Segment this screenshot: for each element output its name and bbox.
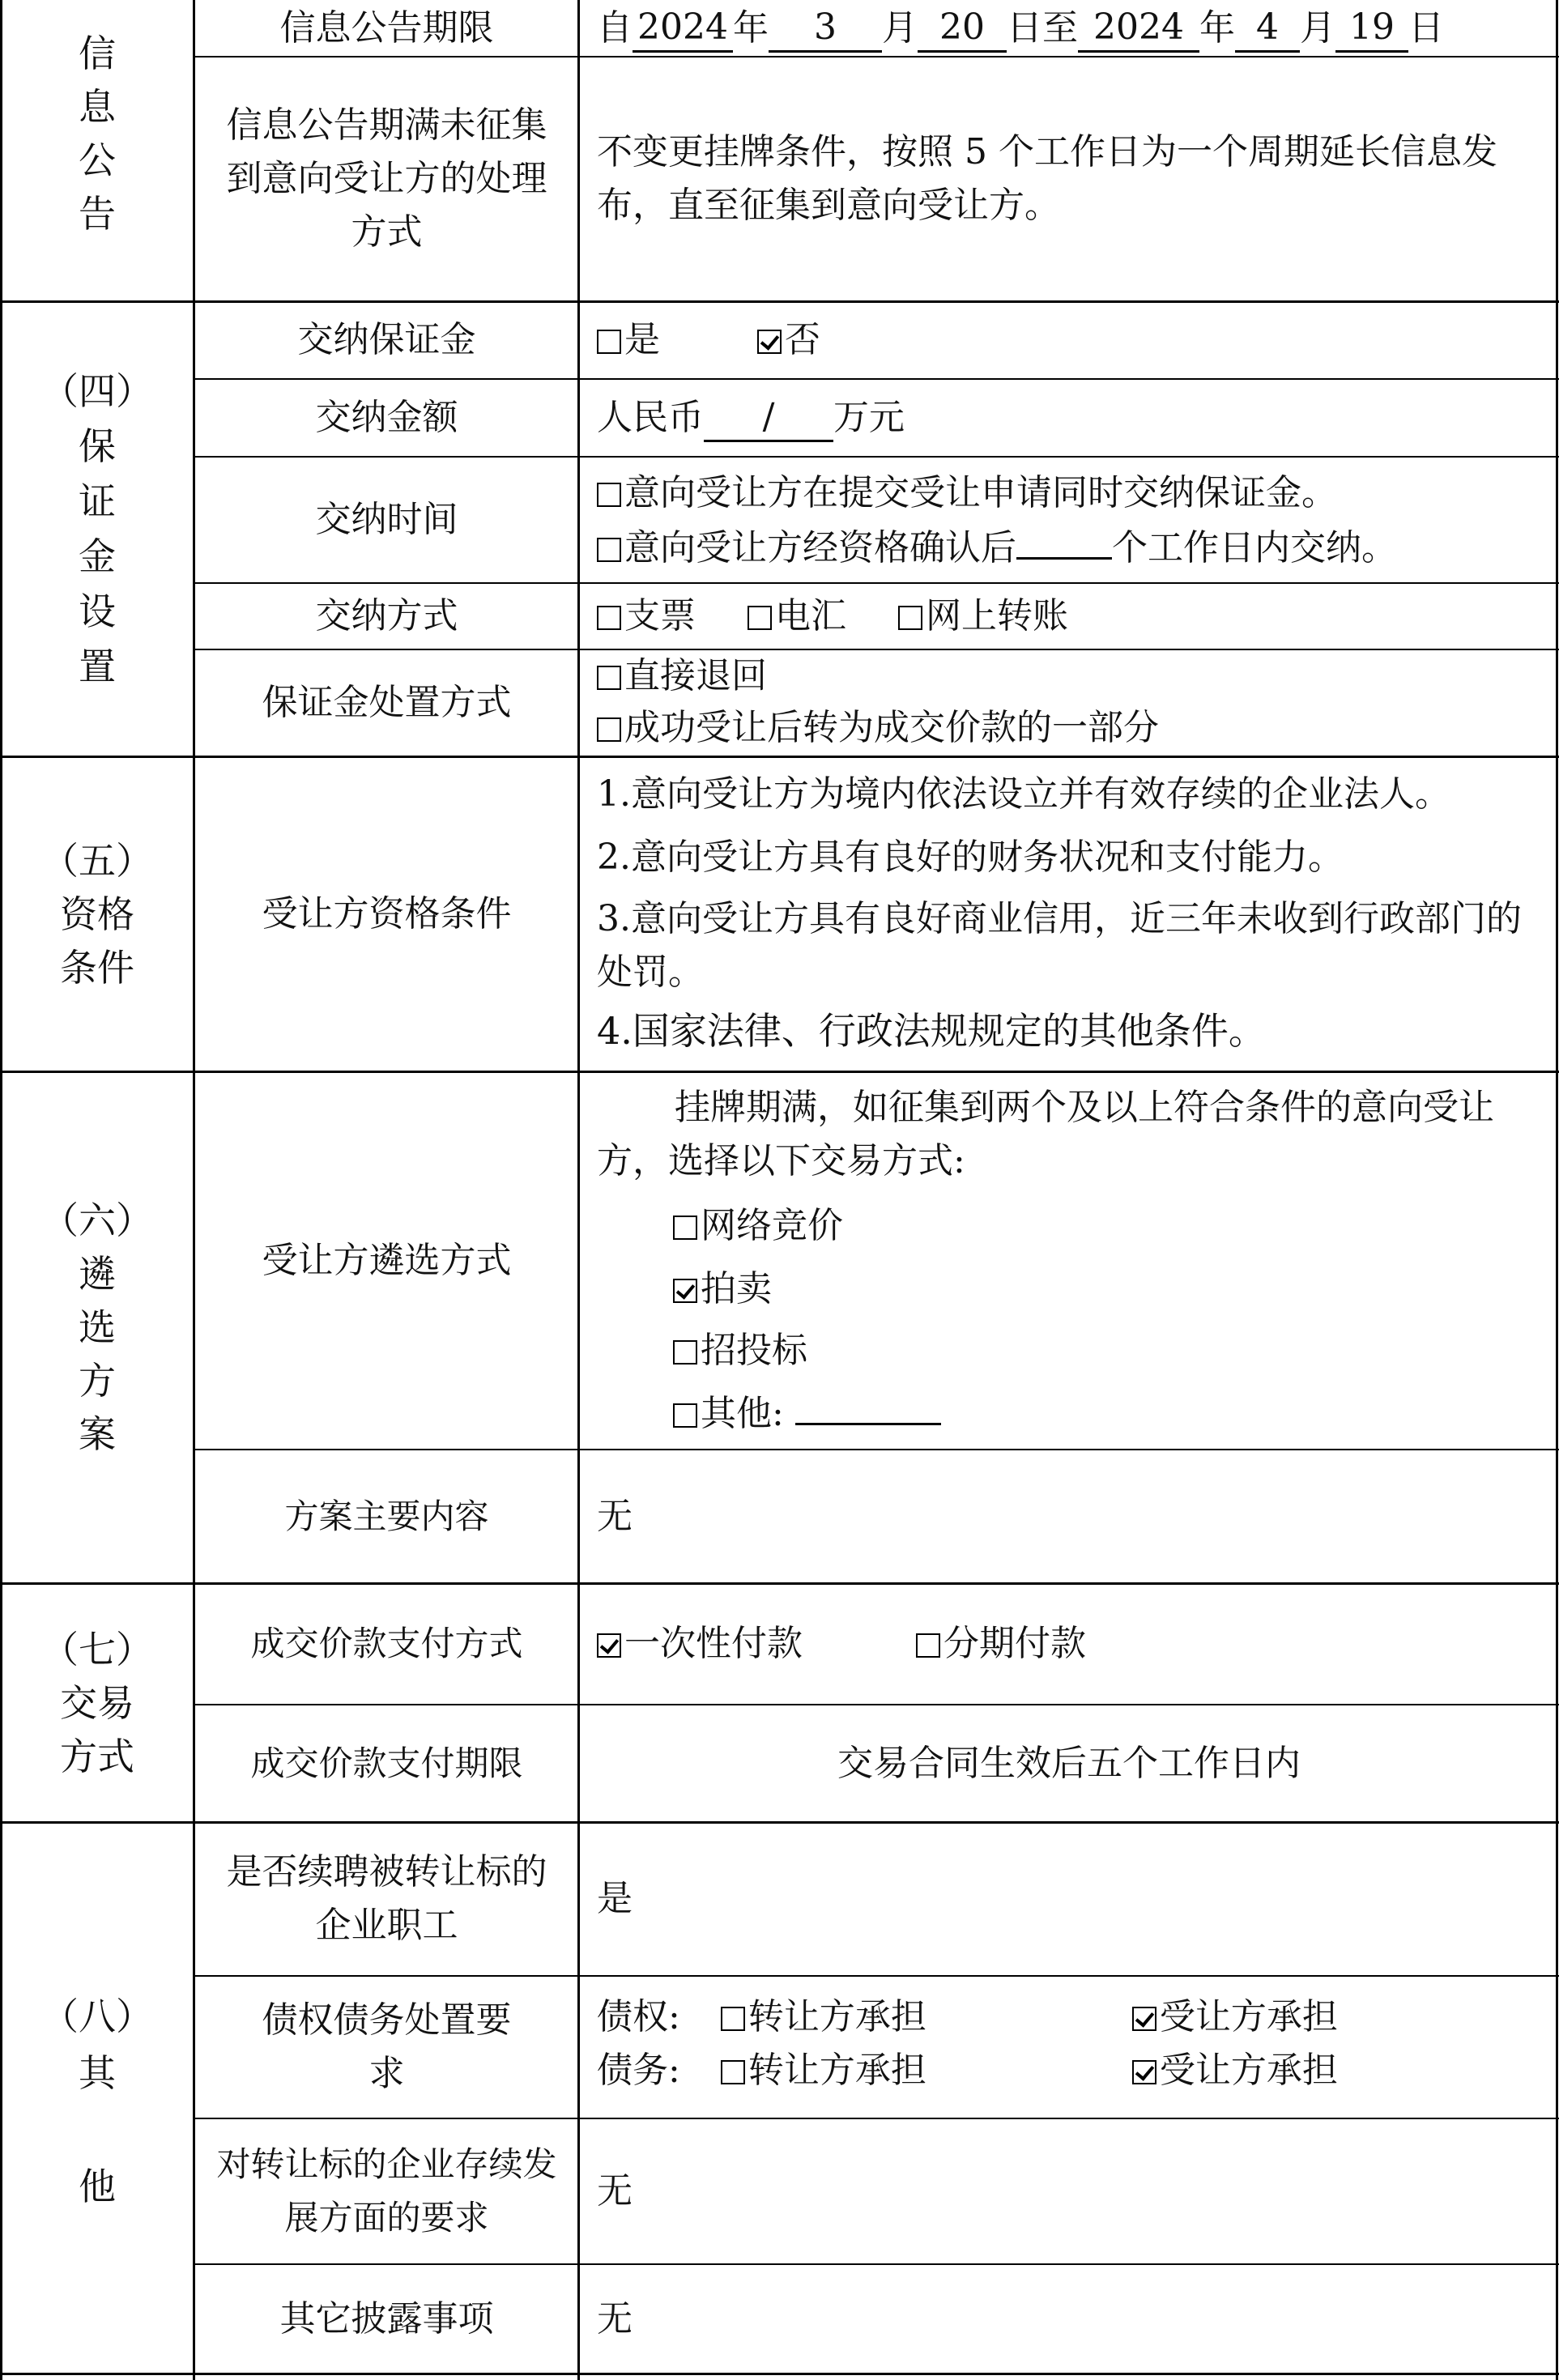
dispose-options: [579, 649, 1559, 756]
checkbox-icon[interactable]: [748, 606, 772, 630]
end-month: 4: [1235, 5, 1300, 53]
select-option-auction[interactable]: 拍卖: [579, 1262, 1559, 1316]
method-options: [579, 583, 1559, 649]
expiry-text: 不变更挂牌条件，按照 5 个工作日为一个周期延长信息发布，直至征集到意向受让方。: [597, 131, 1497, 226]
section-3-label: 信 息 公 告: [79, 32, 116, 236]
debt-row-debts: 债务: 转让方承担 受让方承担: [579, 2044, 1559, 2097]
checkbox-icon[interactable]: [597, 606, 621, 630]
other-disclosure-value: 无: [597, 2297, 633, 2340]
development-label: 对转让标的企业存续发展方面的要求: [216, 2144, 557, 2237]
checkbox-icon[interactable]: [721, 2007, 745, 2031]
select-option-tender[interactable]: 招投标: [579, 1324, 1559, 1377]
debt-label: 债权债务处置要求: [262, 1999, 512, 2094]
checkbox-checked-icon[interactable]: [1132, 2060, 1156, 2084]
debt-options: [579, 1976, 1559, 2118]
checkbox-icon[interactable]: [916, 1633, 940, 1658]
checkbox-checked-icon[interactable]: [757, 330, 782, 354]
debt-row-claims: 债权: 转让方承担 受让方承担: [579, 1990, 1559, 2044]
rehire-value: 是: [597, 1878, 633, 1919]
checkbox-icon[interactable]: [597, 330, 621, 354]
pay-deadline-value: 交易合同生效后五个工作日内: [837, 1742, 1301, 1784]
deposit-yes-option[interactable]: 是: [597, 313, 660, 367]
qualification-item-4: 4.国家法律、行政法规规定的其他条件。: [597, 1009, 1266, 1053]
pay-method-label: 成交价款支付方式: [250, 1624, 523, 1663]
checkbox-icon[interactable]: [673, 1340, 697, 1365]
start-month: 3: [769, 5, 882, 53]
expiry-label: 信息公告期满未征集到意向受让方的处理方式: [226, 104, 547, 253]
method-option-online[interactable]: 网上转账: [898, 590, 1068, 643]
section-6-label: （六） 遴 选 方 案: [41, 1199, 153, 1456]
start-day: 20: [918, 5, 1007, 53]
deposit-options: [579, 301, 1559, 379]
select-method-content: [579, 1071, 1559, 1450]
end-day: 19: [1335, 5, 1408, 53]
rehire-label: 是否续聘被转让标的企业职工: [226, 1851, 547, 1946]
select-option-online-bid[interactable]: 网络竞价: [579, 1199, 1559, 1253]
pay-option-installment[interactable]: 分期付款: [916, 1617, 1086, 1671]
pay-method-options: [579, 1583, 1559, 1705]
section-5-label: （五） 资格 条件: [41, 838, 153, 990]
plan-value: 无: [597, 1495, 633, 1537]
qualification-item-3: 3.意向受让方具有良好商业信用，近三年未收到行政部门的处罚。: [597, 898, 1522, 993]
time-options: [579, 457, 1559, 583]
checkbox-icon[interactable]: [597, 483, 621, 507]
checkbox-checked-icon[interactable]: [597, 1633, 621, 1658]
deposit-no-option[interactable]: 否: [757, 313, 820, 367]
plan-label: 方案主要内容: [284, 1496, 489, 1536]
qualification-item-2: 2.意向受让方具有良好的财务状况和支付能力。: [597, 837, 1344, 878]
pay-option-lump-sum[interactable]: 一次性付款: [597, 1617, 803, 1671]
other-disclosure-label: 其它披露事项: [279, 2297, 494, 2340]
dispose-option-convert[interactable]: 成功受让后转为成交价款的一部分: [579, 701, 1559, 755]
section-8-label: （八） 其 他: [41, 1994, 153, 2208]
debts-transferor-option[interactable]: 转让方承担: [721, 2044, 926, 2097]
amount-value-row: 人民币 / 万元: [579, 379, 1559, 457]
checkbox-icon[interactable]: [597, 538, 621, 562]
time-option-2[interactable]: 意向受让方经资格确认后 个工作日内交纳。: [579, 522, 1559, 575]
method-option-wire[interactable]: 电汇: [748, 590, 846, 643]
checkbox-icon[interactable]: [673, 1403, 697, 1428]
checkbox-icon[interactable]: [721, 2060, 745, 2084]
time-option-1[interactable]: 意向受让方在提交受让申请同时交纳保证金。: [579, 466, 1559, 520]
select-option-other[interactable]: 其他:: [579, 1387, 1559, 1441]
qualification-items: [579, 756, 1559, 1071]
claims-transferee-option[interactable]: 受让方承担: [1132, 1990, 1338, 2044]
period-value: 自 2024 年 3 月 20 日至 2024 年 4 月 19 日: [579, 0, 1559, 57]
checkbox-icon[interactable]: [673, 1216, 697, 1240]
checkbox-icon[interactable]: [597, 666, 621, 690]
select-intro: 挂牌期满，如征集到两个及以上符合条件的意向受让方，选择以下交易方式:: [597, 1087, 1494, 1181]
section-7-label: （七） 交易 方式: [41, 1627, 153, 1778]
checkbox-checked-icon[interactable]: [1132, 2007, 1156, 2031]
debts-transferee-option[interactable]: 受让方承担: [1132, 2044, 1338, 2097]
dispose-label: 保证金处置方式: [262, 682, 512, 723]
method-option-check[interactable]: 支票: [597, 590, 696, 643]
start-year: 2024: [633, 5, 733, 53]
amount-value: /: [704, 394, 833, 442]
time-label: 交纳时间: [315, 499, 458, 540]
amount-label: 交纳金额: [315, 397, 458, 438]
qualification-item-1: 1.意向受让方为境内依法设立并有效存续的企业法人。: [597, 773, 1450, 815]
development-value: 无: [597, 2170, 633, 2212]
method-label: 交纳方式: [315, 595, 458, 637]
checkbox-icon[interactable]: [597, 717, 621, 742]
deposit-label: 交纳保证金: [297, 319, 476, 360]
checkbox-checked-icon[interactable]: [673, 1279, 697, 1303]
pay-deadline-label: 成交价款支付期限: [250, 1743, 523, 1783]
qualification-label: 受让方资格条件: [262, 892, 512, 935]
dispose-option-refund[interactable]: 直接退回: [579, 649, 1559, 703]
section-4-label: （四） 保 证 金 设 置: [41, 369, 153, 688]
period-label: 信息公告期限: [279, 7, 494, 49]
claims-transferor-option[interactable]: 转让方承担: [721, 1990, 926, 2044]
end-year: 2024: [1078, 5, 1199, 53]
select-method-label: 受让方遴选方式: [262, 1239, 512, 1281]
checkbox-icon[interactable]: [898, 606, 922, 630]
